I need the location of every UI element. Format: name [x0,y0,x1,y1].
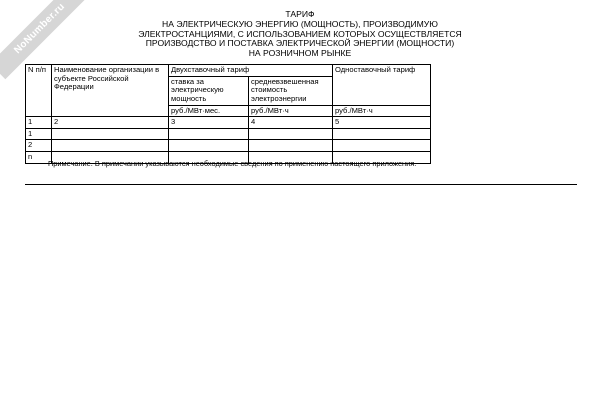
table-cell [249,128,333,140]
header-two-part-tariff: Двухставочный тариф [169,65,333,77]
table-cell [52,128,169,140]
table-row [26,128,431,140]
col-number-1: 1 [26,117,52,129]
col-number-5: 5 [333,117,431,129]
table-cell [249,140,333,152]
header-one-part-tariff: Одноставочный тариф [333,65,431,106]
table-cell [169,140,249,152]
title-line: НА РОЗНИЧНОМ РЫНКЕ [248,48,352,59]
table-numbering-row [26,117,431,129]
header-capacity-rate: ставка за электрическую мощность [169,76,249,105]
title-line: ПРОИЗВОДСТВО И ПОСТАВКА ЭЛЕКТРИЧЕСКОЙ ЭНЕРГИИ (МОЩНОСТИ) [145,38,455,49]
col-number-3: 3 [169,117,249,129]
header-number: N п/п [26,65,52,117]
unit-one-part: руб./МВт·ч [333,105,431,117]
title-line: ЭЛЕКТРОСТАНЦИЯМИ, С ИСПОЛЬЗОВАНИЕМ КОТОРЫХ ОСУЩЕСТВЛЯЕТСЯ [138,28,462,39]
divider-line [25,184,577,185]
watermark-logo: NoNumber.ru [0,0,90,79]
row-number: 1 [26,128,52,140]
table-cell [52,140,169,152]
table-cell [333,128,431,140]
header-organization: Наименование организации в субъекте Российской Федерации [52,65,169,117]
col-number-2: 2 [52,117,169,129]
table-row [26,140,431,152]
unit-weighted-cost: руб./МВт·ч [249,105,333,117]
table-cell [169,128,249,140]
title-line: ТАРИФ [285,9,315,19]
header-weighted-cost: средневзвешенная стоимость электроэнергии [249,76,333,105]
row-number: n [26,151,52,163]
table-cell [333,140,431,152]
unit-capacity-rate: руб./МВт·мес. [169,105,249,117]
table-header-row [26,65,431,77]
note-text: Примечание. В примечании указываются необходимые сведения по применению настоящего приложения. [48,159,417,168]
tariff-table [25,64,431,164]
document-title [120,10,480,59]
row-number: 2 [26,140,52,152]
title-line: НА ЭЛЕКТРИЧЕСКУЮ ЭНЕРГИЮ (МОЩНОСТЬ), ПРОИЗВОДИМУЮ [162,18,438,29]
col-number-4: 4 [249,117,333,129]
